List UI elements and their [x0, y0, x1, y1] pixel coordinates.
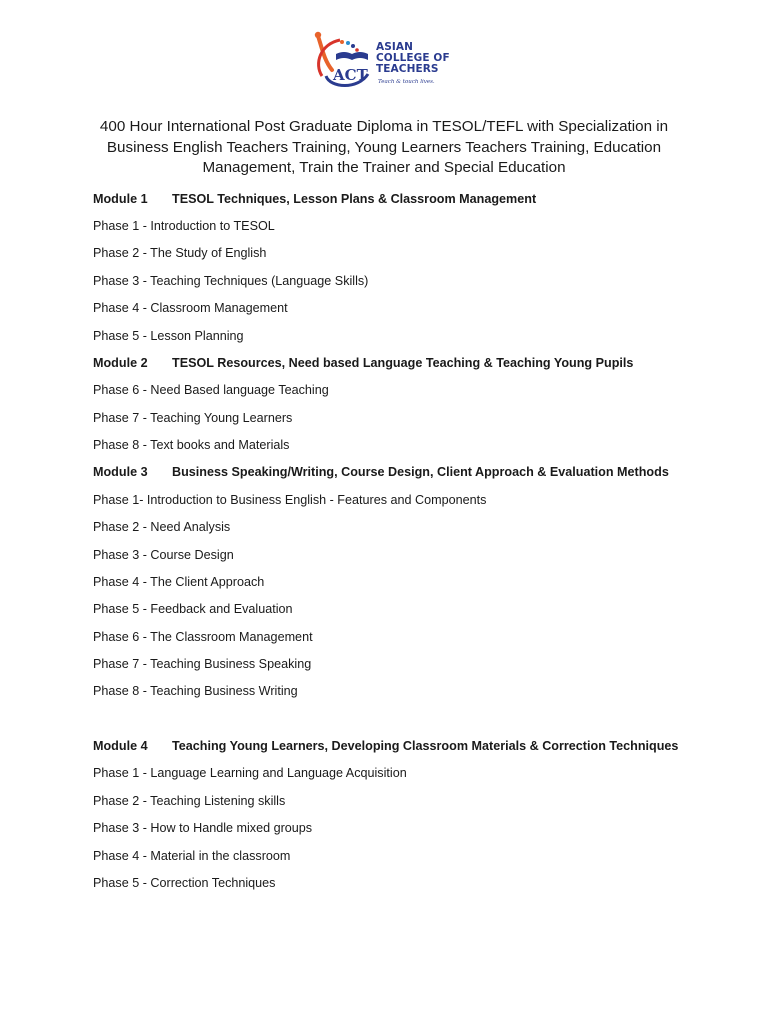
module-heading [93, 464, 669, 480]
module-heading [93, 355, 634, 371]
module-label: Module 1 [93, 192, 148, 206]
college-logo [312, 30, 462, 94]
logo-line-3: TEACHERS [376, 63, 439, 75]
document-title [80, 117, 688, 179]
module-title: TESOL Techniques, Lesson Plans & Classroom Management [172, 192, 537, 206]
module-label: Module 4 [93, 739, 148, 753]
module-title: TESOL Resources, Need based Language Teaching & Teaching Young Pupils [172, 356, 634, 370]
phase-item: Phase 8 - Teaching Business Writing [93, 684, 298, 698]
act-emblem-icon [312, 30, 376, 94]
title-line-3: Management, Train the Trainer and Special Education [202, 159, 566, 176]
phase-item: Phase 5 - Feedback and Evaluation [93, 602, 293, 616]
logo-line-1: ASIAN [376, 41, 414, 53]
phase-item: Phase 4 - The Client Approach [93, 575, 265, 589]
logo-emblem-text: ACT [333, 66, 368, 84]
phase-item: Phase 1 - Introduction to TESOL [93, 219, 275, 233]
phase-item: Phase 5 - Correction Techniques [93, 876, 276, 890]
logo-wordmark [376, 42, 450, 75]
phase-item: Phase 1- Introduction to Business English - Features and Components [93, 493, 487, 507]
phase-item: Phase 2 - The Study of English [93, 246, 267, 260]
module-label: Module 2 [93, 356, 148, 370]
phase-item: Phase 4 - Material in the classroom [93, 849, 291, 863]
phase-item: Phase 8 - Text books and Materials [93, 438, 290, 452]
module-title: Business Speaking/Writing, Course Design, Client Approach & Evaluation Methods [172, 465, 669, 479]
module-heading [93, 191, 537, 207]
phase-item: Phase 3 - Teaching Techniques (Language Skills) [93, 274, 369, 288]
title-line-2: Business English Teachers Training, Young Learners Teachers Training, Education [106, 138, 662, 156]
phase-item: Phase 6 - The Classroom Management [93, 630, 313, 644]
module-heading [93, 738, 679, 754]
phase-item: Phase 7 - Teaching Business Speaking [93, 657, 312, 671]
phase-item: Phase 3 - Course Design [93, 548, 234, 562]
phase-item: Phase 3 - How to Handle mixed groups [93, 821, 313, 835]
phase-item: Phase 6 - Need Based language Teaching [93, 383, 329, 397]
phase-item: Phase 1 - Language Learning and Language Acquisition [93, 766, 407, 780]
phase-item: Phase 2 - Need Analysis [93, 520, 231, 534]
module-label: Module 3 [93, 465, 148, 479]
phase-item: Phase 2 - Teaching Listening skills [93, 794, 286, 808]
phase-item: Phase 4 - Classroom Management [93, 301, 288, 315]
title-line-1: 400 Hour International Post Graduate Diploma in TESOL/TEFL with Specialization in [99, 118, 669, 135]
phase-item: Phase 5 - Lesson Planning [93, 329, 244, 343]
logo-line-2: COLLEGE OF [376, 52, 450, 64]
logo-tagline: Teach & touch lives. [378, 79, 435, 85]
phase-item: Phase 7 - Teaching Young Learners [93, 411, 293, 425]
module-title: Teaching Young Learners, Developing Classroom Materials & Correction Techniques [172, 739, 679, 753]
